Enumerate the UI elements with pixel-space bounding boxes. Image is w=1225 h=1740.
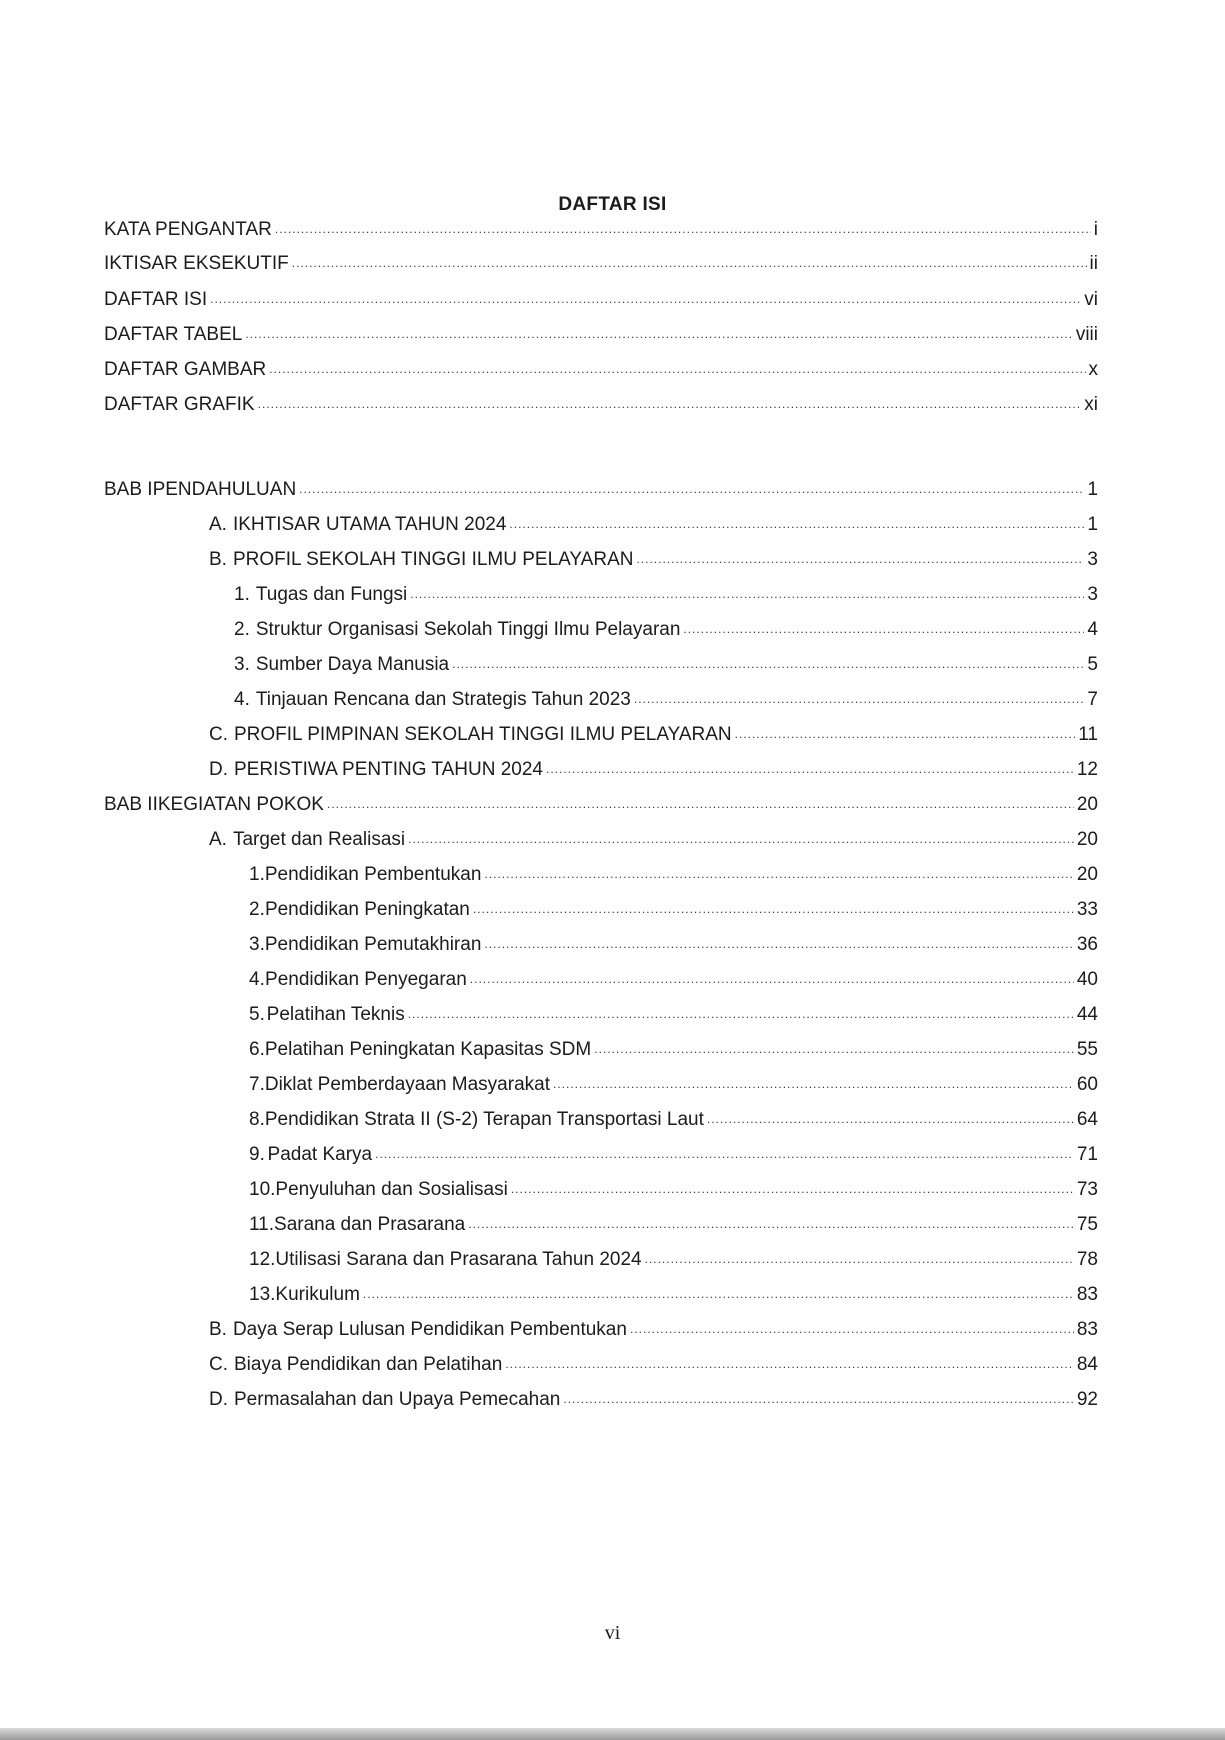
toc-entry-number: 2. bbox=[249, 899, 265, 920]
toc-entry-page-number: 71 bbox=[1076, 1144, 1098, 1165]
toc-entry-page-number: 64 bbox=[1076, 1109, 1098, 1130]
toc-entry bbox=[209, 723, 1098, 748]
page-number-footer: vi bbox=[604, 1622, 621, 1644]
toc-entry-label: Daya Serap Lulusan Pendidikan Pembentukan bbox=[232, 1319, 627, 1340]
toc-dot-leader bbox=[563, 1387, 1073, 1411]
toc-entry-label: Sumber Daya Manusia bbox=[255, 654, 450, 675]
toc-entry bbox=[249, 968, 1098, 993]
toc-entry-number: 4. bbox=[234, 689, 250, 710]
toc-dot-leader bbox=[470, 967, 1074, 991]
toc-entry-label: Biaya Pendidikan dan Pelatihan bbox=[234, 1354, 503, 1375]
toc-entry-number: A. bbox=[209, 829, 227, 850]
toc-entry-number: A. bbox=[209, 514, 227, 535]
toc-entry bbox=[209, 758, 1098, 783]
toc-entry-number: 4. bbox=[249, 969, 265, 990]
toc-dot-leader bbox=[452, 652, 1084, 676]
toc-entry-number: B. bbox=[209, 549, 227, 570]
toc-entry-label: DAFTAR GRAFIK bbox=[104, 394, 255, 415]
toc-entry bbox=[249, 1283, 1098, 1308]
toc-entry bbox=[249, 1073, 1098, 1098]
toc-entry-label: Tugas dan Fungsi bbox=[255, 584, 408, 605]
toc-entry-page-number: 5 bbox=[1087, 654, 1098, 675]
toc-entry-label: Padat Karya bbox=[267, 1144, 373, 1165]
toc-entry-number: 12. bbox=[249, 1249, 276, 1270]
toc-entry-label: DAFTAR GAMBAR bbox=[104, 359, 267, 380]
toc-entry-page-number: 60 bbox=[1076, 1074, 1098, 1095]
toc-entry bbox=[104, 252, 1098, 277]
toc-dot-leader bbox=[484, 932, 1073, 956]
toc-dot-leader bbox=[410, 582, 1084, 606]
toc-entry-label: Sarana dan Prasarana bbox=[274, 1214, 466, 1235]
toc-entry-label: PROFIL SEKOLAH TINGGI ILMU PELAYARAN bbox=[232, 549, 634, 570]
toc-dot-leader bbox=[546, 757, 1074, 781]
toc-entry-page-number: 36 bbox=[1076, 934, 1098, 955]
toc-dot-leader bbox=[210, 287, 1081, 311]
scan-bottom-edge bbox=[0, 1728, 1225, 1740]
toc-entry-label: Pendidikan Strata II (S-2) Terapan Transportasi Laut bbox=[264, 1109, 704, 1130]
toc-entry-page-number: 4 bbox=[1087, 619, 1098, 640]
toc-entry bbox=[249, 933, 1098, 958]
toc-entry-page-number: 73 bbox=[1076, 1179, 1098, 1200]
toc-dot-leader bbox=[363, 1282, 1074, 1306]
toc-entry-page-number: 20 bbox=[1076, 829, 1098, 850]
toc-entry-number: 10. bbox=[249, 1179, 276, 1200]
toc-entry-number: 6. bbox=[249, 1039, 265, 1060]
toc-entry-label: Diklat Pemberdayaan Masyarakat bbox=[264, 1074, 550, 1095]
toc-entry-label: Permasalahan dan Upaya Pemecahan bbox=[234, 1389, 561, 1410]
toc-entry-label: Penyuluhan dan Sosialisasi bbox=[275, 1179, 508, 1200]
toc-dot-leader bbox=[473, 897, 1074, 921]
toc-dot-leader bbox=[707, 1107, 1074, 1131]
toc-dot-leader bbox=[553, 1072, 1074, 1096]
toc-entry bbox=[209, 1388, 1098, 1413]
toc-entry-page-number: 92 bbox=[1076, 1389, 1098, 1410]
toc-entry bbox=[209, 548, 1098, 573]
toc-entry-label: Pendidikan Penyegaran bbox=[265, 969, 467, 990]
toc-entry-page-number: 12 bbox=[1076, 759, 1098, 780]
toc-entry-number: 1. bbox=[234, 584, 250, 605]
toc-entry-number: 8. bbox=[249, 1109, 265, 1130]
toc-entry-page-number: 44 bbox=[1076, 1004, 1098, 1025]
toc-entry-page-number: viii bbox=[1075, 324, 1098, 345]
toc-entry bbox=[104, 288, 1098, 313]
toc-entry-page-number: 11 bbox=[1078, 724, 1098, 745]
toc-dot-leader bbox=[594, 1037, 1074, 1061]
toc-entry-page-number: xi bbox=[1084, 394, 1098, 415]
toc-entry bbox=[249, 1038, 1098, 1063]
toc-entry-page-number: 20 bbox=[1076, 864, 1098, 885]
toc-dot-leader bbox=[735, 722, 1076, 746]
toc-entry-page-number: 1 bbox=[1087, 514, 1098, 535]
toc-entry-page-number: 3 bbox=[1087, 549, 1098, 570]
toc-dot-leader bbox=[292, 251, 1087, 275]
toc-entry-number: 13. bbox=[249, 1284, 276, 1305]
toc-entry bbox=[234, 583, 1098, 608]
toc-entry-label: Pendidikan Pemutakhiran bbox=[264, 934, 482, 955]
toc-entry-page-number: ii bbox=[1089, 253, 1098, 274]
toc-entry-number: 3. bbox=[234, 654, 250, 675]
toc-entry-label: KATA PENGANTAR bbox=[104, 219, 272, 240]
toc-entry-page-number: 83 bbox=[1076, 1319, 1098, 1340]
toc-entry-number: 1. bbox=[249, 864, 265, 885]
toc-entry-label: IKTISAR EKSEKUTIF bbox=[104, 253, 289, 274]
toc-dot-leader bbox=[299, 477, 1084, 501]
toc-entry-label: PROFIL PIMPINAN SEKOLAH TINGGI ILMU PELAYARAN bbox=[234, 724, 732, 745]
toc-entry-label: Pelatihan Teknis bbox=[266, 1004, 405, 1025]
toc-entry-label: Struktur Organisasi Sekolah Tinggi Ilmu Pelayaran bbox=[255, 619, 681, 640]
toc-entry bbox=[104, 793, 1098, 818]
toc-entry-label: Pelatihan Peningkatan Kapasitas SDM bbox=[264, 1039, 592, 1060]
toc-entry bbox=[209, 828, 1098, 853]
toc-dot-leader bbox=[511, 1177, 1074, 1201]
toc-dot-leader bbox=[275, 217, 1091, 241]
toc-entry-page-number: 83 bbox=[1076, 1284, 1098, 1305]
toc-entry bbox=[249, 1143, 1098, 1168]
toc-entry-number: 7. bbox=[249, 1074, 265, 1095]
toc-entry-page-number: 55 bbox=[1076, 1039, 1098, 1060]
toc-entry-page-number: 75 bbox=[1076, 1214, 1098, 1235]
toc-entry-label: DAFTAR ISI bbox=[104, 289, 208, 310]
toc-entry-label: PENDAHULUAN bbox=[152, 479, 297, 500]
toc-entry bbox=[249, 863, 1098, 888]
toc-entry bbox=[104, 218, 1098, 243]
toc-entry bbox=[249, 1003, 1098, 1028]
toc-entry bbox=[249, 1178, 1098, 1203]
toc-entry-label: Tinjauan Rencana dan Strategis Tahun 2023 bbox=[255, 689, 631, 710]
toc-entry-page-number: i bbox=[1093, 219, 1098, 240]
toc-dot-leader bbox=[509, 512, 1084, 536]
toc-entry-label: IKHTISAR UTAMA TAHUN 2024 bbox=[232, 514, 507, 535]
toc-entry-page-number: 7 bbox=[1087, 689, 1098, 710]
toc-entry-page-number: 3 bbox=[1087, 584, 1098, 605]
toc-entry-number: 3. bbox=[249, 934, 265, 955]
toc-entry-label: KEGIATAN POKOK bbox=[157, 794, 324, 815]
toc-entry bbox=[209, 1353, 1098, 1378]
toc-entry-number: C. bbox=[209, 1354, 228, 1375]
toc-entry bbox=[209, 1318, 1098, 1343]
toc-dot-leader bbox=[484, 862, 1073, 886]
toc-entry bbox=[104, 358, 1098, 383]
toc-entry-number: BAB I bbox=[104, 479, 153, 500]
toc-entry-label: Pendidikan Pembentukan bbox=[264, 864, 482, 885]
toc-entry-label: Utilisasi Sarana dan Prasarana Tahun 2024 bbox=[275, 1249, 642, 1270]
toc-entry bbox=[249, 898, 1098, 923]
toc-entry bbox=[209, 513, 1098, 538]
toc-entry-number: D. bbox=[209, 759, 228, 780]
toc-entry-label: DAFTAR TABEL bbox=[104, 324, 243, 345]
toc-entry-page-number: 33 bbox=[1076, 899, 1098, 920]
toc-dot-leader bbox=[505, 1352, 1074, 1376]
toc-dot-leader bbox=[683, 617, 1084, 641]
toc-entry-page-number: vi bbox=[1084, 289, 1098, 310]
toc-dot-leader bbox=[375, 1142, 1074, 1166]
toc-entry bbox=[249, 1248, 1098, 1273]
toc-entry bbox=[234, 618, 1098, 643]
toc-dot-leader bbox=[258, 392, 1082, 416]
toc-entry bbox=[234, 688, 1098, 713]
toc-entry-page-number: 40 bbox=[1076, 969, 1098, 990]
toc-dot-leader bbox=[636, 547, 1084, 571]
toc-entry-number: B. bbox=[209, 1319, 227, 1340]
toc-dot-leader bbox=[645, 1247, 1074, 1271]
toc-entry-label: Kurikulum bbox=[275, 1284, 360, 1305]
toc-dot-leader bbox=[408, 827, 1074, 851]
toc-dot-leader bbox=[468, 1212, 1074, 1236]
toc-entry-number: 5. bbox=[249, 1004, 265, 1025]
toc-dot-leader bbox=[245, 322, 1073, 346]
toc-dot-leader bbox=[634, 687, 1085, 711]
toc-dot-leader bbox=[269, 357, 1085, 381]
toc-entry-number: 11. bbox=[249, 1214, 275, 1235]
toc-entry-label: Target dan Realisasi bbox=[232, 829, 406, 850]
toc-entry-label: Pendidikan Peningkatan bbox=[264, 899, 470, 920]
toc-entry-number: C. bbox=[209, 724, 228, 745]
toc-entry-label: PERISTIWA PENTING TAHUN 2024 bbox=[234, 759, 544, 780]
toc-entry-number: 2. bbox=[234, 619, 250, 640]
toc-entry-page-number: x bbox=[1088, 359, 1098, 380]
toc-dot-leader bbox=[630, 1317, 1074, 1341]
toc-entry bbox=[249, 1108, 1098, 1133]
toc-entry-page-number: 1 bbox=[1087, 479, 1098, 500]
toc-entry-number: BAB II bbox=[104, 794, 158, 815]
page-title: DAFTAR ISI bbox=[558, 194, 667, 215]
toc-entry-page-number: 78 bbox=[1076, 1249, 1098, 1270]
toc-dot-leader bbox=[408, 1002, 1074, 1026]
toc-entry-number: D. bbox=[209, 1389, 228, 1410]
toc-entry bbox=[104, 393, 1098, 418]
toc-entry bbox=[104, 323, 1098, 348]
toc-entry bbox=[249, 1213, 1098, 1238]
toc-entry-page-number: 84 bbox=[1076, 1354, 1098, 1375]
toc-dot-leader bbox=[327, 792, 1074, 816]
toc-entry-page-number: 20 bbox=[1076, 794, 1098, 815]
toc-entry bbox=[234, 653, 1098, 678]
toc-entry bbox=[104, 478, 1098, 503]
toc-entry-number: 9. bbox=[249, 1144, 265, 1165]
